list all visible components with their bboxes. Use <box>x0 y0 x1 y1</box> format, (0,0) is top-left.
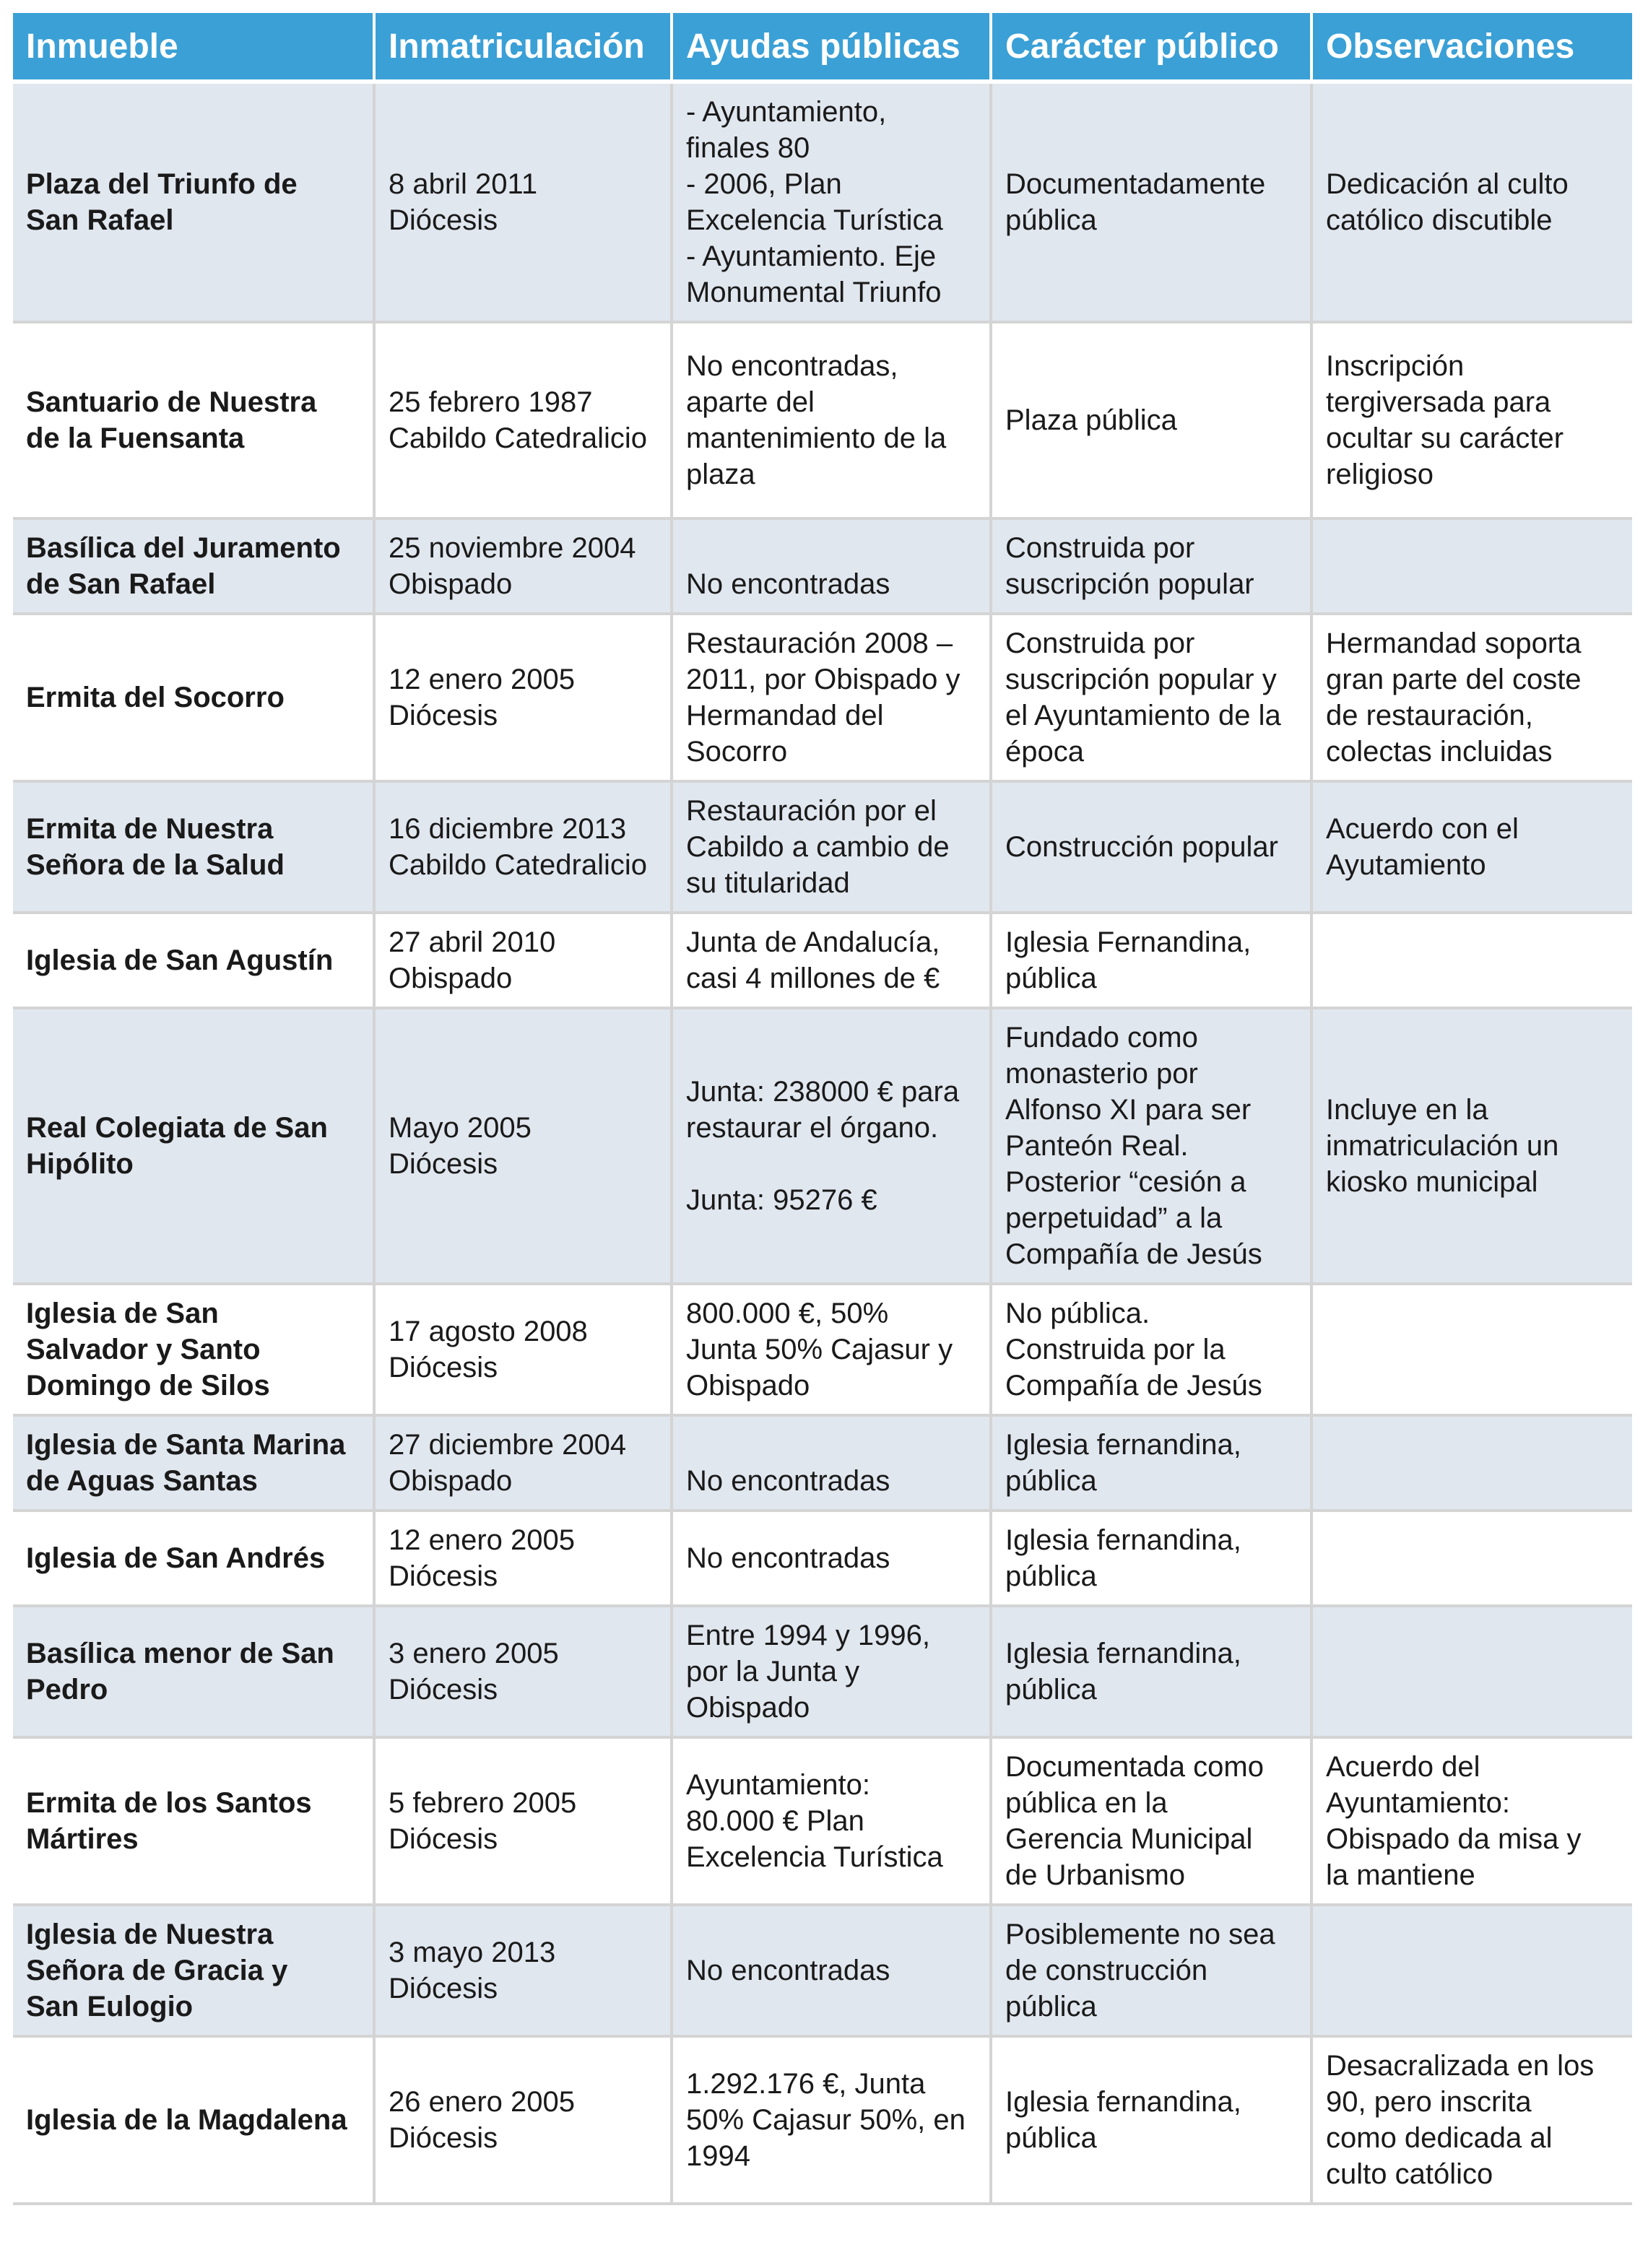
cell-ayudas-publicas: No encontradas <box>672 1511 991 1606</box>
cell-observaciones: Acuerdo del Ayuntamiento: Obispado da misa y la mantiene <box>1311 1737 1632 1905</box>
cell-inmatriculacion: 16 diciembre 2013 Cabildo Catedralicio <box>374 781 672 913</box>
cell-inmatriculacion: 27 abril 2010 Obispado <box>374 913 672 1008</box>
cell-inmueble: Iglesia de San Agustín <box>13 913 374 1008</box>
cell-caracter-publico: Iglesia Fernandina, pública <box>991 913 1311 1008</box>
cell-caracter-publico: Posiblemente no sea de construcción pública <box>991 1905 1311 2036</box>
cell-ayudas-publicas: Junta de Andalucía, casi 4 millones de € <box>672 913 991 1008</box>
cell-observaciones: Dedicación al culto católico discutible <box>1311 82 1632 322</box>
cell-caracter-publico: Iglesia fernandina, pública <box>991 1606 1311 1737</box>
header-caracter-publico: Carácter público <box>991 12 1311 82</box>
table-row <box>13 82 1632 322</box>
cell-observaciones <box>1311 518 1632 614</box>
header-observaciones: Observaciones <box>1311 12 1632 82</box>
cell-inmatriculacion: 25 febrero 1987 Cabildo Catedralicio <box>374 322 672 518</box>
cell-inmueble: Ermita de Nuestra Señora de la Salud <box>13 781 374 913</box>
cell-observaciones: Hermandad soporta gran parte del coste de restauración, colectas incluidas <box>1311 614 1632 781</box>
cell-inmatriculacion: 12 enero 2005 Diócesis <box>374 1511 672 1606</box>
cell-observaciones <box>1311 1511 1632 1606</box>
cell-inmueble: Iglesia de Santa Marina de Aguas Santas <box>13 1415 374 1511</box>
cell-caracter-publico: Plaza pública <box>991 322 1311 518</box>
cell-inmueble: Iglesia de San Andrés <box>13 1511 374 1606</box>
cell-inmueble: Basílica del Juramento de San Rafael <box>13 518 374 614</box>
cell-ayudas-publicas: No encontradas <box>672 1905 991 2036</box>
cell-inmatriculacion: 27 diciembre 2004 Obispado <box>374 1415 672 1511</box>
cell-caracter-publico: Construcción popular <box>991 781 1311 913</box>
document <box>13 10 1635 2205</box>
cell-caracter-publico: Iglesia fernandina, pública <box>991 2036 1311 2204</box>
cell-ayudas-publicas: Ayuntamiento: 80.000 € Plan Excelencia Turística <box>672 1737 991 1905</box>
cell-inmueble: Santuario de Nuestra de la Fuensanta <box>13 322 374 518</box>
cell-inmatriculacion: 25 noviembre 2004 Obispado <box>374 518 672 614</box>
header-row <box>13 12 1632 82</box>
cell-inmatriculacion: Mayo 2005 Diócesis <box>374 1008 672 1284</box>
cell-ayudas-publicas: Entre 1994 y 1996, por la Junta y Obispado <box>672 1606 991 1737</box>
table-row <box>13 1008 1632 1284</box>
cell-caracter-publico: Construida por suscripción popular <box>991 518 1311 614</box>
cell-inmueble: Iglesia de San Salvador y Santo Domingo de Silos <box>13 1284 374 1415</box>
table-row <box>13 913 1632 1008</box>
cell-ayudas-publicas: 1.292.176 €, Junta 50% Cajasur 50%, en 1994 <box>672 2036 991 2204</box>
table-body <box>13 82 1632 2204</box>
cell-inmatriculacion: 8 abril 2011 Diócesis <box>374 82 672 322</box>
cell-ayudas-publicas: No encontradas <box>672 1415 991 1511</box>
table-row <box>13 614 1632 781</box>
cell-inmatriculacion: 3 mayo 2013 Diócesis <box>374 1905 672 2036</box>
header-ayudas-publicas: Ayudas públicas <box>672 12 991 82</box>
cell-inmueble: Real Colegiata de San Hipólito <box>13 1008 374 1284</box>
cell-caracter-publico: Documentadamente pública <box>991 82 1311 322</box>
table-row <box>13 1905 1632 2036</box>
cell-caracter-publico: Documentada como pública en la Gerencia Municipal de Urbanismo <box>991 1737 1311 1905</box>
table-row <box>13 322 1632 518</box>
cell-caracter-publico: Iglesia fernandina, pública <box>991 1511 1311 1606</box>
table-row <box>13 1415 1632 1511</box>
cell-caracter-publico: No pública. Construida por la Compañía de Jesús <box>991 1284 1311 1415</box>
cell-inmueble: Plaza del Triunfo de San Rafael <box>13 82 374 322</box>
header-inmatriculacion: Inmatriculación <box>374 12 672 82</box>
cell-inmueble: Ermita de los Santos Mártires <box>13 1737 374 1905</box>
cell-observaciones: Desacralizada en los 90, pero inscrita como dedicada al culto católico <box>1311 2036 1632 2204</box>
cell-observaciones: Acuerdo con el Ayutamiento <box>1311 781 1632 913</box>
table-row <box>13 518 1632 614</box>
cell-inmatriculacion: 26 enero 2005 Diócesis <box>374 2036 672 2204</box>
cell-observaciones: Inscripción tergiversada para ocultar su carácter religioso <box>1311 322 1632 518</box>
cell-caracter-publico: Iglesia fernandina, pública <box>991 1415 1311 1511</box>
cell-inmueble: Basílica menor de San Pedro <box>13 1606 374 1737</box>
cell-ayudas-publicas: - Ayuntamiento, finales 80 - 2006, Plan Excelencia Turística - Ayuntamiento. Eje Monumental Triunfo <box>672 82 991 322</box>
table-row <box>13 1511 1632 1606</box>
cell-observaciones: Incluye en la inmatriculación un kiosko municipal <box>1311 1008 1632 1284</box>
cell-inmueble: Ermita del Socorro <box>13 614 374 781</box>
cell-observaciones <box>1311 913 1632 1008</box>
cell-observaciones <box>1311 1415 1632 1511</box>
cell-ayudas-publicas: Restauración por el Cabildo a cambio de su titularidad <box>672 781 991 913</box>
cell-ayudas-publicas: 800.000 €, 50% Junta 50% Cajasur y Obispado <box>672 1284 991 1415</box>
cell-inmatriculacion: 5 febrero 2005 Diócesis <box>374 1737 672 1905</box>
table-row <box>13 781 1632 913</box>
cell-observaciones <box>1311 1284 1632 1415</box>
cell-ayudas-publicas: No encontradas <box>672 518 991 614</box>
cell-caracter-publico: Fundado como monasterio por Alfonso XI para ser Panteón Real. Posterior “cesión a perpetuidad” a la Compañía de Jesús <box>991 1008 1311 1284</box>
cell-inmatriculacion: 17 agosto 2008 Diócesis <box>374 1284 672 1415</box>
cell-ayudas-publicas: Restauración 2008 – 2011, por Obispado y Hermandad del Socorro <box>672 614 991 781</box>
cell-observaciones <box>1311 1606 1632 1737</box>
table-row <box>13 1606 1632 1737</box>
cell-caracter-publico: Construida por suscripción popular y el Ayuntamiento de la época <box>991 614 1311 781</box>
table-header <box>13 12 1632 82</box>
cell-ayudas-publicas: No encontradas, aparte del mantenimiento de la plaza <box>672 322 991 518</box>
table-row <box>13 1737 1632 1905</box>
cell-inmatriculacion: 12 enero 2005 Diócesis <box>374 614 672 781</box>
cell-inmueble: Iglesia de Nuestra Señora de Gracia y San Eulogio <box>13 1905 374 2036</box>
header-inmueble: Inmueble <box>13 12 374 82</box>
properties-table <box>13 10 1632 2205</box>
cell-ayudas-publicas: Junta: 238000 € para restaurar el órgano. Junta: 95276 € <box>672 1008 991 1284</box>
table-row <box>13 1284 1632 1415</box>
table-row <box>13 2036 1632 2204</box>
cell-inmatriculacion: 3 enero 2005 Diócesis <box>374 1606 672 1737</box>
cell-observaciones <box>1311 1905 1632 2036</box>
cell-inmueble: Iglesia de la Magdalena <box>13 2036 374 2204</box>
